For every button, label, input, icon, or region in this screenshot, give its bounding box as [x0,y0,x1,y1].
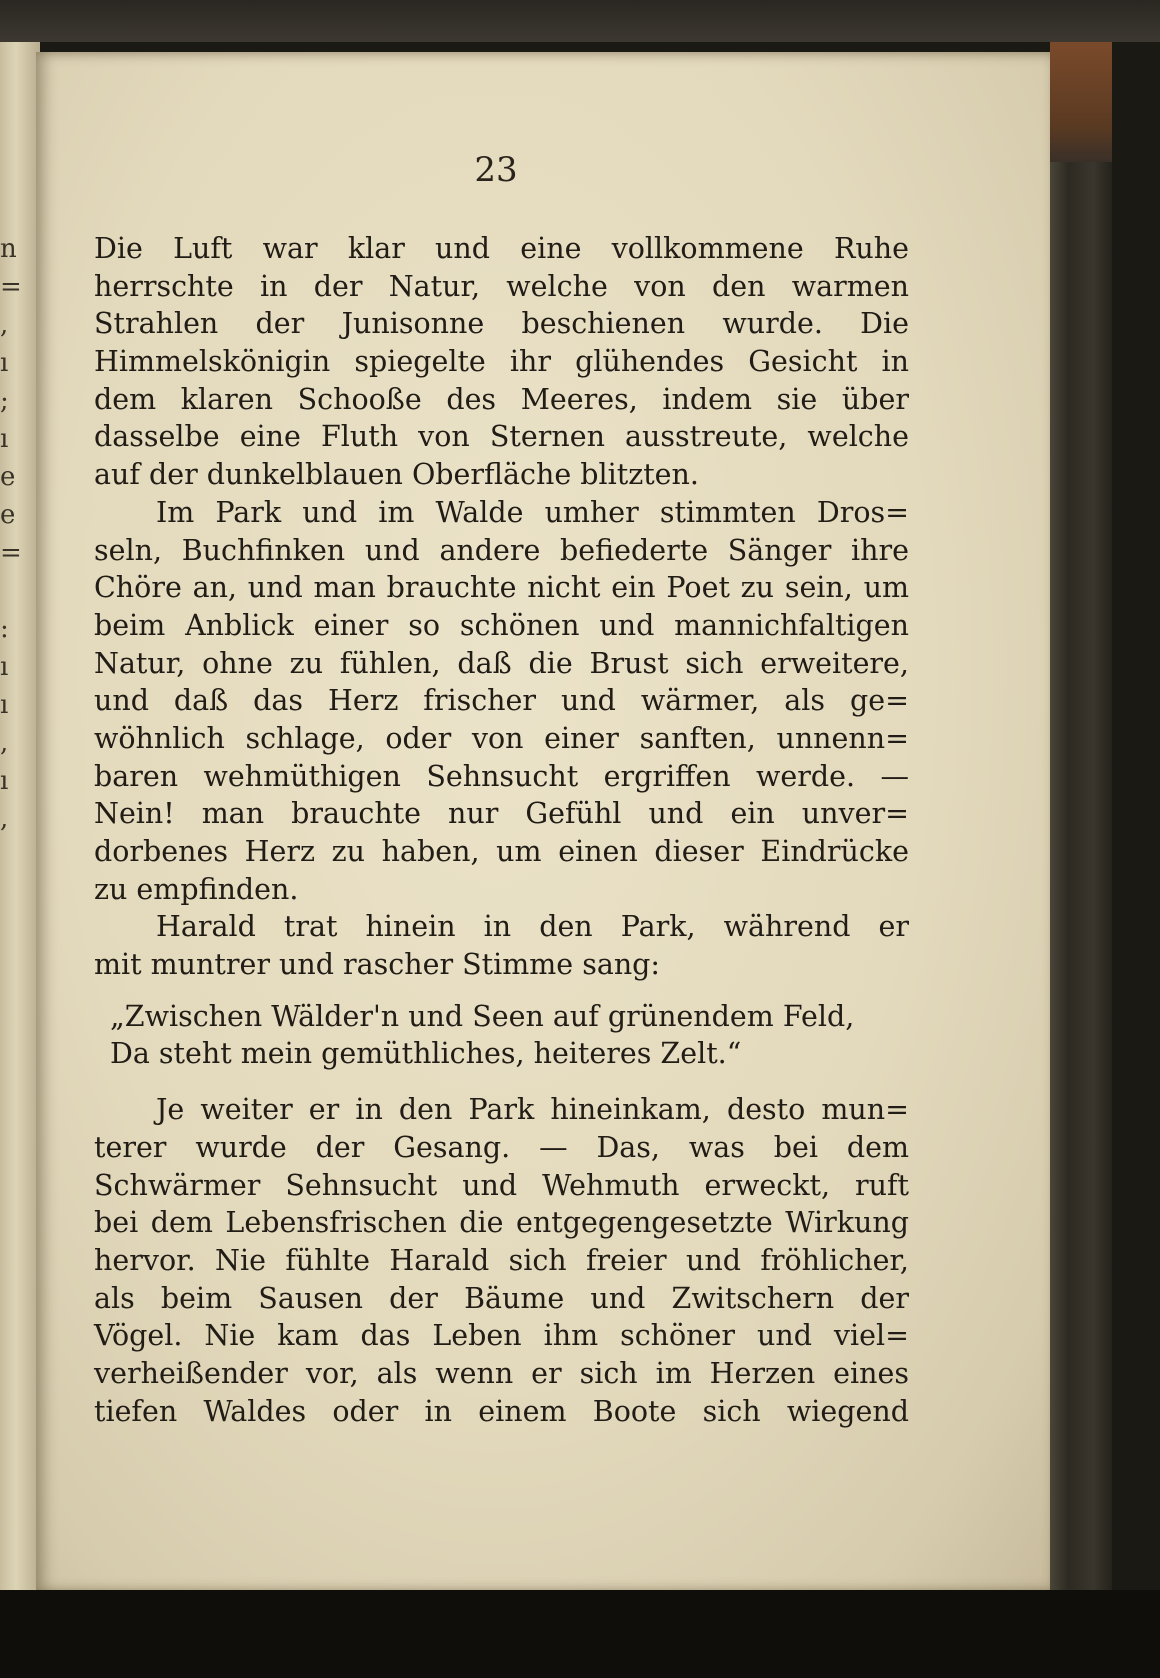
text-line: hervor. Nie fühlte Harald sich freier und fröhlicher, [94,1243,909,1277]
text-line: Nein! man brauchte nur Gefühl und ein unver= [94,797,909,831]
text-line: dem klaren Schooße des Meeres, indem sie über [94,382,909,416]
text-line: als beim Sausen der Bäume und Zwitschern der [94,1281,909,1315]
page-number: 23 [474,150,518,190]
paragraph-3 [94,908,909,983]
text-line: Harald trat hinein in den Park, während er [156,910,909,944]
text-line: beim Anblick einer so schönen und mannichfaltigen [94,608,909,642]
text-line: Je weiter er in den Park hineinkam, desto mun= [156,1093,909,1127]
text-line: terer wurde der Gesang. — Das, was bei dem [94,1130,909,1164]
scan-top-edge [0,0,1160,42]
text-line: und daß das Herz frischer und wärmer, als ge= [94,684,909,718]
text-line: auf der dunkelblauen Oberfläche blitzten. [94,458,699,492]
text-line: verheißender vor, als wenn er sich im Herzen eines [94,1356,909,1390]
text-line: Die Luft war klar und eine vollkommene Ruhe [94,232,909,265]
book-spine [1050,42,1112,1602]
verse-line: Da steht mein gemüthliches, heiteres Zelt.“ [110,1037,742,1071]
book-spine-leather [1050,42,1112,162]
text-line: bei dem Lebensfrischen die entgegengesetzte Wirkung [94,1206,909,1240]
scan-bottom-edge [0,1590,1160,1678]
text-line: Strahlen der Junisonne beschienen wurde. Die [94,307,909,341]
text-line: dorbenes Herz zu haben, um einen dieser Eindrücke [94,835,909,868]
text-line: Himmelskönigin spiegelte ihr glühendes Gesicht in [94,345,909,379]
facing-page-margin-fragments: n = , ı ; ı e e = : ı ı , ı , [0,234,22,834]
text-line: Im Park und im Walde umher stimmten Dros= [156,495,909,529]
page-body [94,230,909,1430]
text-line: wöhnlich schlage, oder von einer sanften, unnenn= [94,721,909,755]
text-line: baren wehmüthigen Sehnsucht ergriffen werde. — [94,759,909,793]
paragraph-1 [94,230,909,494]
text-line: mit muntrer und rascher Stimme sang: [94,948,661,982]
text-line: Schwärmer Sehnsucht und Wehmuth erweckt, ruft [94,1168,909,1202]
text-line: Chöre an, und man brauchte nicht ein Poet zu sein, um [94,571,909,605]
verse-line: „Zwischen Wälder'n und Seen auf grünendem Feld, [110,999,855,1033]
song-verse [94,998,900,1073]
text-line: zu empfinden. [94,872,299,906]
text-line: Natur, ohne zu fühlen, daß die Brust sich erweitere, [94,646,909,680]
paragraph-2 [94,494,909,909]
text-line: herrschte in der Natur, welche von den warmen [94,269,909,303]
text-line: dasselbe eine Fluth von Sternen ausstreute, welche [94,420,909,454]
paragraph-4 [94,1091,909,1430]
text-line: Vögel. Nie kam das Leben ihm schöner und viel= [94,1319,909,1353]
text-line: seln, Buchfinken und andere befiederte Sänger ihre [94,533,909,567]
text-line: tiefen Waldes oder in einem Boote sich wiegend [94,1394,909,1428]
